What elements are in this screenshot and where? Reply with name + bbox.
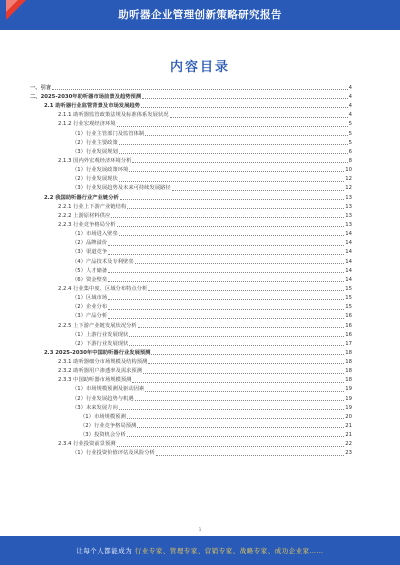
toc-entry-title: （3）渠道竞争 [72, 249, 108, 256]
toc-entry[interactable] [30, 448, 352, 457]
toc-entry[interactable] [30, 91, 352, 100]
toc-entry-page: 16 [345, 331, 352, 338]
toc-entry-title: （2）行业主要政策 [72, 139, 118, 146]
toc-entry-page: 13 [345, 212, 352, 219]
toc-leader-dots [129, 171, 344, 172]
toc-entry-page: 14 [345, 231, 352, 238]
toc-entry[interactable] [30, 356, 352, 365]
page-header [0, 0, 400, 30]
toc-leader-dots [151, 354, 344, 355]
toc-entry-page: 14 [345, 276, 352, 283]
toc-leader-dots [108, 245, 344, 246]
toc-entry-title: （1）上游行业发展现状 [72, 331, 129, 338]
toc-entry-page: 4 [348, 84, 352, 91]
toc-leader-dots [143, 373, 344, 374]
toc-entry-title: 2.1.2 行业宏观经济环境 [58, 121, 116, 128]
toc-leader-dots [120, 199, 344, 200]
toc-entry-page: 5 [348, 121, 352, 128]
toc-entry[interactable] [30, 402, 352, 411]
toc-leader-dots [132, 162, 347, 163]
toc-leader-dots [170, 117, 348, 118]
toc-entry-title: （4）产品技术及专利壁垒 [72, 258, 134, 265]
toc-entry-title: 一、引言 [30, 84, 52, 91]
toc-leader-dots [117, 126, 348, 127]
toc-entry[interactable] [30, 82, 352, 91]
toc-entry-title: 2.2.2 上游原材料供应 [58, 212, 111, 219]
toc-entry-page: 19 [345, 395, 352, 402]
toc-entry-title: （3）投资机会分析 [80, 432, 126, 439]
toc-leader-dots [119, 153, 348, 154]
toc-entry-page: 16 [345, 322, 352, 329]
toc-leader-dots [52, 89, 347, 90]
toc-entry-page: 14 [345, 249, 352, 256]
toc-entry[interactable] [30, 192, 352, 201]
toc-entry[interactable] [30, 420, 352, 429]
toc-entry-page: 17 [345, 340, 352, 347]
toc-entry-title: （3）行业发展趋势及未来可持续发展路径 [72, 185, 171, 192]
toc-entry-title: （3）产品分析 [72, 313, 108, 320]
toc-entry-page: 6 [348, 148, 352, 155]
toc-entry[interactable] [30, 210, 352, 219]
toc-entry[interactable] [30, 347, 352, 356]
toc-entry-title: 二、2025-2030年助听器市场前景及趋势预测 [30, 93, 142, 100]
toc-entry[interactable] [30, 438, 352, 447]
toc-entry[interactable] [30, 247, 352, 256]
toc-entry-page: 21 [345, 432, 352, 439]
toc-heading: 内容目录 [169, 60, 230, 75]
toc-entry[interactable] [30, 228, 352, 237]
footer-tags: 行业专家、管理专家、营销专家、战略专家、成功企业家…… [134, 547, 324, 555]
toc-entry-title: （2）下游行业发展现状 [72, 340, 129, 347]
toc-entry-page: 15 [345, 304, 352, 311]
toc-leader-dots [148, 290, 344, 291]
toc-entry-page: 16 [345, 313, 352, 320]
toc-entry[interactable] [30, 301, 352, 310]
toc-entry[interactable] [30, 146, 352, 155]
toc-leader-dots [127, 418, 345, 419]
toc-entry-page: 18 [345, 359, 352, 366]
toc-entry-title: 2.1.3 国内外宏观经济环境分析 [58, 157, 132, 164]
toc-leader-dots [108, 318, 344, 319]
toc-entry-page: 13 [345, 194, 352, 201]
toc-entry-page: 14 [345, 240, 352, 247]
toc-entry-page: 5 [348, 139, 352, 146]
toc-entry-page: 4 [348, 112, 352, 119]
toc-leader-dots [108, 281, 344, 282]
toc-entry-page: 10 [345, 167, 352, 174]
toc-leader-dots [127, 436, 345, 437]
toc-entry[interactable] [30, 365, 352, 374]
toc-leader-dots [145, 391, 344, 392]
toc-entry-title: 2.1.1 助听器监管政策法规及标准体系发展状况 [58, 112, 169, 119]
toc-entry-title: （2）品牌溢价 [72, 240, 108, 247]
toc-entry-page: 19 [345, 386, 352, 393]
toc-entry[interactable] [30, 393, 352, 402]
toc-leader-dots [145, 135, 347, 136]
toc-entry-page: 15 [345, 295, 352, 302]
toc-entry[interactable] [30, 274, 352, 283]
toc-leader-dots [137, 427, 344, 428]
toc-entry-title: （2）行业发展现状 [72, 176, 118, 183]
toc-entry-page: 14 [345, 258, 352, 265]
toc-leader-dots [108, 254, 344, 255]
toc-entry[interactable] [30, 375, 352, 384]
toc-entry-title: （5）人才储备 [72, 267, 108, 274]
toc-entry-page: 14 [345, 267, 352, 274]
toc-entry-title: （2）行业发展趋势与机遇 [72, 395, 134, 402]
toc-entry[interactable] [30, 219, 352, 228]
toc-entry-page: 5 [348, 130, 352, 137]
toc-entry-page: 21 [345, 423, 352, 430]
toc-entry-title: （6）资金壁垒 [72, 276, 108, 283]
toc-entry-page: 8 [348, 157, 352, 164]
toc-entry[interactable] [30, 329, 352, 338]
toc-entry-page: 18 [345, 349, 352, 356]
toc-leader-dots [119, 235, 345, 236]
toc-leader-dots [141, 107, 348, 108]
toc-entry[interactable] [30, 283, 352, 292]
toc-entry-page: 18 [345, 368, 352, 375]
toc-entry[interactable] [30, 384, 352, 393]
toc-entry[interactable] [30, 311, 352, 320]
toc-entry-page: 4 [348, 93, 352, 100]
toc-entry-title: 2.2.1 行业上下游产业链结构 [58, 203, 127, 210]
toc-entry-page: 22 [345, 441, 352, 448]
toc-leader-dots [132, 382, 344, 383]
toc-entry-title: （2）行业竞争格局预测 [80, 423, 137, 430]
toc-leader-dots [156, 455, 344, 456]
toc-leader-dots [129, 345, 344, 346]
toc-entry-title: 2.3.4 行业投资前景预测 [58, 441, 116, 448]
toc-entry[interactable] [30, 320, 352, 329]
toc-entry-title: （1）市场规模预测及驱动因素 [72, 386, 145, 393]
toc-entry[interactable] [30, 265, 352, 274]
toc-leader-dots [119, 409, 345, 410]
toc-entry-title: 2.1 助听器行业监管背景及市场发展趋势 [44, 103, 140, 110]
header-title: 助听器企业管理创新策略研究报告 [118, 9, 282, 21]
toc-leader-dots [172, 190, 345, 191]
page-number: 1 [198, 527, 202, 532]
table-of-contents [30, 82, 352, 457]
toc-entry[interactable] [30, 429, 352, 438]
toc-leader-dots [119, 181, 345, 182]
toc-entry-title: （1）行业发展政策环境 [72, 167, 129, 174]
toc-leader-dots [117, 226, 345, 227]
toc-leader-dots [142, 98, 347, 99]
toc-entry-title: 2.3.2 助听器用户渗透率及需求预测 [58, 368, 143, 375]
toc-entry-page: 18 [345, 377, 352, 384]
toc-entry-page: 12 [345, 185, 352, 192]
toc-entry-page: 4 [348, 103, 352, 110]
toc-entry-page: 23 [345, 450, 352, 457]
toc-entry-title: 2.2.3 行业竞争格局分析 [58, 221, 116, 228]
toc-entry[interactable] [30, 292, 352, 301]
toc-entry-title: （1）市场进入壁垒 [72, 231, 118, 238]
toc-entry[interactable] [30, 100, 352, 109]
toc-entry[interactable] [30, 183, 352, 192]
toc-entry[interactable] [30, 109, 352, 118]
toc-entry[interactable] [30, 119, 352, 128]
toc-entry-title: （2）企业分布 [72, 304, 108, 311]
toc-leader-dots [127, 208, 344, 209]
toc-leader-dots [148, 363, 344, 364]
toc-entry-title: 2.2.4 行业集中度、区域分布特点分析 [58, 285, 148, 292]
toc-entry[interactable] [30, 128, 352, 137]
toc-leader-dots [135, 400, 345, 401]
toc-entry[interactable] [30, 173, 352, 182]
toc-entry-title: 2.2 我国助听器行业产业链分析 [44, 194, 119, 201]
toc-entry[interactable] [30, 137, 352, 146]
footer-lead: 让每个人都能成为 [76, 547, 133, 555]
toc-entry-title: （3）未来发展方向 [72, 404, 118, 411]
toc-entry-title: （1）行业主管部门及监管体制 [72, 130, 145, 137]
toc-entry-page: 12 [345, 176, 352, 183]
toc-leader-dots [138, 327, 345, 328]
toc-entry[interactable] [30, 256, 352, 265]
toc-entry[interactable] [30, 201, 352, 210]
toc-entry-title: 2.3.3 中国助听器市场规模预测 [58, 377, 132, 384]
toc-leader-dots [135, 263, 345, 264]
toc-entry[interactable] [30, 411, 352, 420]
toc-entry-title: （1）行业投资价值评估及风险分析 [72, 450, 155, 457]
footer-slogan [0, 546, 400, 555]
toc-entry-title: 2.3.1 助听器细分市场规模及结构预测 [58, 359, 148, 366]
toc-entry[interactable] [30, 338, 352, 347]
toc-entry[interactable] [30, 164, 352, 173]
toc-leader-dots [119, 144, 348, 145]
toc-entry-page: 19 [345, 404, 352, 411]
toc-leader-dots [111, 217, 344, 218]
toc-entry-page: 13 [345, 203, 352, 210]
toc-entry[interactable] [30, 155, 352, 164]
toc-entry-title: （3）行业发展规划 [72, 148, 118, 155]
toc-entry-title: （1）区域市场 [72, 295, 108, 302]
toc-leader-dots [129, 336, 344, 337]
toc-entry-title: 2.2.5 上下游产业链发展状况分析 [58, 322, 137, 329]
toc-entry-page: 15 [345, 285, 352, 292]
toc-entry-page: 20 [345, 413, 352, 420]
toc-entry[interactable] [30, 237, 352, 246]
toc-leader-dots [108, 309, 344, 310]
toc-entry-page: 13 [345, 221, 352, 228]
toc-leader-dots [117, 446, 345, 447]
toc-entry-title: （1）市场规模预测 [80, 413, 126, 420]
toc-leader-dots [108, 272, 344, 273]
toc-leader-dots [108, 299, 344, 300]
page-footer [0, 536, 400, 565]
toc-entry-title: 2.3 2025-2030年中国助听器行业发展预测 [44, 349, 151, 356]
